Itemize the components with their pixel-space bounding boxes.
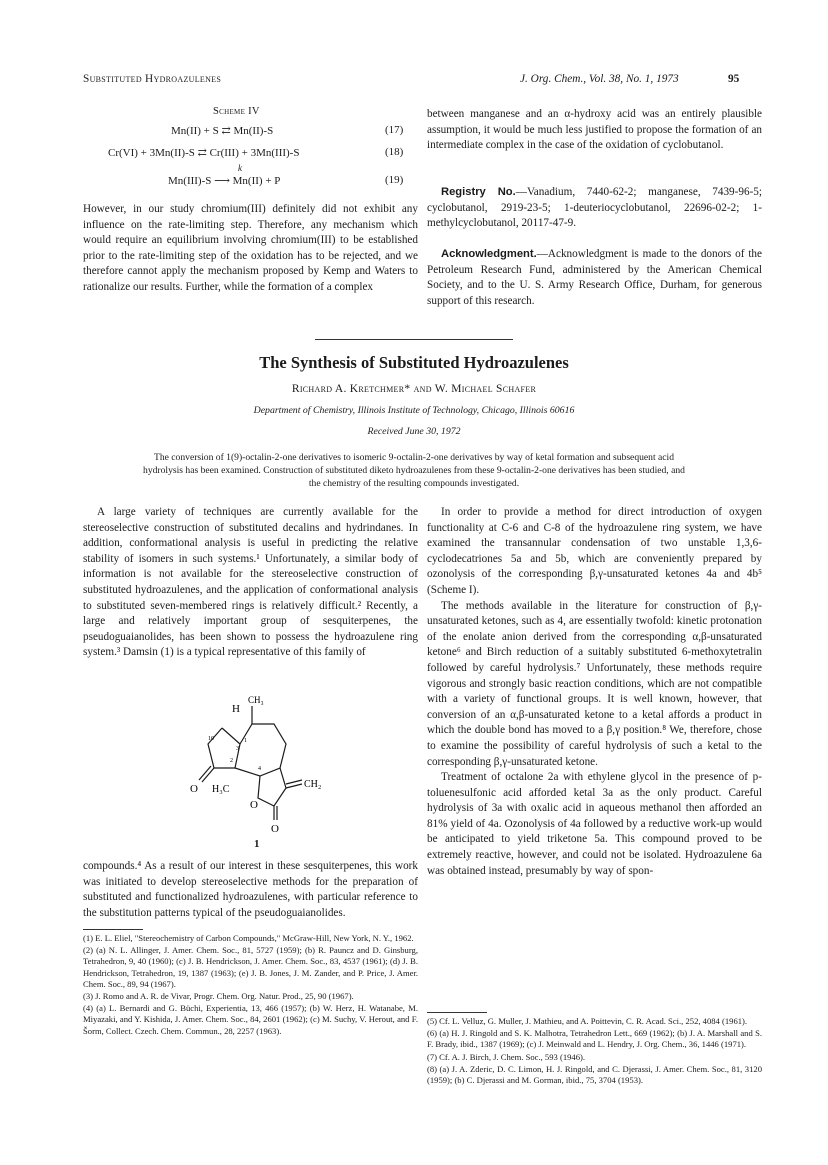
- equation-18: Cr(VI) + 3Mn(II)-S ⇄ Cr(III) + 3Mn(III)-S: [108, 147, 300, 159]
- body-right-paragraph-3: Treatment of octalone 2a with ethylene glycol in the presence of p-toluenesulfonic acid afforded ketal 3a as the only product. Careful hydrolysis of 3a with oxalic acid in aqueous methanol then afforded an 81% yield of 4a. Ozonolysis of 4a followed by a reductive work-up would be anticipated to yield triketone 5a. This compound proved to be extremely reactive, however, and could not be isolated. Hydroazulene 6a was obtained instead, presumably by way of spon-: [427, 771, 762, 877]
- equation-18-number: (18): [385, 146, 404, 158]
- equation-17: Mn(II) + S ⇄ Mn(II)-S: [171, 125, 274, 137]
- structure-locant-4: 4: [258, 766, 261, 772]
- footnotes-left: [83, 933, 418, 1038]
- footnote-5: (5) Cf. L. Velluz, G. Muller, J. Mathieu, and A. Poittevin, C. R. Acad. Sci., 252, 4084 (1961).: [427, 1016, 748, 1026]
- acknowledgment-label: Acknowledgment.: [441, 248, 537, 260]
- footnote-8: (8) (a) J. A. Zderic, D. C. Limon, H. J. Ringold, and C. Djerassi, J. Amer. Chem. Soc., 81, 3120 (1959); (b) C. Djerassi and M. Gorman, ibid., 75, 3704 (1953).: [427, 1063, 762, 1086]
- structure-atom-h: H: [232, 703, 240, 715]
- article-title: The Synthesis of Substituted Hydroazulenes: [259, 353, 569, 372]
- footnote-2: (2) (a) N. L. Allinger, J. Amer. Chem. Soc., 81, 5727 (1959); (b) R. Pauncz and D. Ginsburg, Tetrahedron, 9, 40 (1960); (c) J. B. Hendrickson, J. Amer. Chem. Soc., 83, 4537 (1961); (d) J. B. Hendrickson, Tetrahedron, 19, 1387 (1963); (e) J. B. Jones, J. M. Zander, and P. Price, J. Amer. Chem. Soc., 89, 94 (1967).: [83, 945, 418, 989]
- structure-locant-10: 10: [208, 736, 214, 742]
- scheme-title: Scheme IV: [213, 106, 260, 117]
- structure-atom-lactone-o: O: [271, 823, 279, 834]
- footnote-rule-left: [83, 929, 143, 930]
- article-received-date: Received June 30, 1972: [367, 426, 461, 437]
- structure-atom-ketone-o: O: [190, 783, 198, 795]
- body-right-paragraph-2: The methods available in the literature for construction of β,γ-unsaturated ketones, such as 4, are essentially twofold: kinetic protonation of the enolate anion derived from the corresponding α,β-unsaturated ketone⁶ and Birch reduction of a suitably substituted 6-methoxytetralin followed by careful hydrolysis.⁷ Unfortunately, these methods require vigorous and strongly basic reaction conditions, which are not compatible with a variety of functional groups. It is well known, however, that conversion of an α,β-unsaturated ketone to a ketal affords a product in which the double bond has moved to a β,γ position.⁸ We, therefore, chose to examine the possibility of careful hydrolysis of such a ketal to the corresponding β,γ-unsaturated ketone.: [427, 599, 762, 768]
- running-head-journal: J. Org. Chem., Vol. 38, No. 1, 1973: [520, 73, 679, 85]
- body-left-column-bottom: [83, 859, 418, 921]
- prev-right-paragraph: between manganese and an α-hydroxy acid was an entirely plausible assumption, it would be much less justified to propose the formation of an intermediate complex in the case of the oxidation of cyclobutanol.: [427, 108, 762, 152]
- structure-locant-3: 3: [236, 746, 239, 752]
- rate-constant-k: k: [238, 163, 242, 173]
- structure-atom-ch3: CH₃: [248, 695, 264, 705]
- registry-label: Registry No.: [441, 186, 516, 198]
- structure-atom-h3c: H₃C: [212, 784, 230, 795]
- footnote-4: (4) (a) L. Bernardi and G. Büchi, Experientia, 13, 466 (1957); (b) W. Herz, H. Watanabe, M. Miyazaki, and Y. Kishida, J. Amer. Chem. Soc., 84, 2601 (1962); (c) M. Suchy, V. Herout, and F. Šorm, Collect. Czech. Chem. Commun., 28, 2257 (1963).: [83, 1003, 418, 1036]
- previous-article-left-text: [83, 202, 418, 296]
- acknowledgment-text: —Acknowledgment is made to the donors of the Petroleum Research Fund, administered by the American Chemical Society, and to the U. S. Army Research Office, Durham, for generous support of this research.: [427, 248, 762, 307]
- structure-locant-2: 2: [230, 758, 233, 764]
- page-number: 95: [728, 73, 740, 85]
- footnote-rule-right: [427, 1012, 487, 1013]
- article-separator-rule: [315, 339, 513, 340]
- article-affiliation: Department of Chemistry, Illinois Institute of Technology, Chicago, Illinois 60616: [253, 405, 575, 416]
- body-left-paragraph-2: compounds.⁴ As a result of our interest in these sesquiterpenes, this work was initiated to develop stereoselective methods for the preparation of substituted and functionalized hydroazulenes, with particular reference to the substitution patterns typical of the pseudoguaianolides.: [83, 860, 418, 919]
- registry-text: —Vanadium, 7440-62-2; manganese, 7439-96-5; cyclobutanol, 2919-23-5; 1-deuteriocyclobutanol, 22696-02-2; 1-methylcyclobutanol, 20117-47-9.: [427, 186, 762, 230]
- footnote-3: (3) J. Romo and A. R. de Vivar, Progr. Chem. Org. Natur. Prod., 25, 90 (1967).: [83, 991, 354, 1002]
- body-left-column-top: [83, 505, 418, 661]
- previous-article-right-text: [427, 107, 762, 154]
- registry-numbers: [427, 185, 762, 232]
- prev-left-paragraph: However, in our study chromium(III) definitely did not exhibit any influence on the rate-limiting step. Therefore, any mechanism which would require an equilibrium involving chromium(III) to be established prior to the rate-limiting step of the oxidation has to be rejected, and we therefore cannot apply the mechanism proposed by Kemp and Waters to rationalize our results. Further, while the formation of a complex: [83, 203, 418, 293]
- body-left-paragraph-1: A large variety of techniques are currently available for the stereoselective construction of substituted decalins and hydrindanes. In addition, conformational analysis is useful in predicting the relative stability of isomers in such systems.¹ Unfortunately, a similar body of information is not available for the stereoselective construction of substituted hydroazulenes, and the application of conformational analysis to substituted seven-membered rings is relatively difficult.² Recently, a large and relatively important group of sesquiterpenes, the pseudoguaianolides, has been shown to possess the hydroazulene ring system.³ Damsin (1) is a typical representative of this family of: [83, 506, 418, 659]
- body-right-column: [427, 505, 762, 879]
- footnote-7: (7) Cf. A. J. Birch, J. Chem. Soc., 593 (1946).: [427, 1051, 586, 1062]
- body-right-paragraph-1: In order to provide a method for direct introduction of oxygen functionality at C-6 and C-8 of the hydroazulene ring system, we have examined the transannular condensation of two unstable 1,3,6-cyclodecatriones 5a and 5b, which are conveniently prepared by ozonolysis of the corresponding β,γ-unsaturated ketones 4a and 4b⁵ (Scheme I).: [427, 506, 762, 596]
- acknowledgment-section: [427, 247, 762, 309]
- footnote-1: (1) E. L. Eliel, "Stereochemistry of Carbon Compounds," McGraw-Hill, New York, N. Y., 1962.: [83, 933, 414, 943]
- equation-17-number: (17): [385, 124, 404, 136]
- article-abstract: The conversion of 1(9)-octalin-2-one derivatives to isomeric 9-octalin-2-one derivatives by way of ketal formation and subsequent acid hydrolysis has been examined. Construction of substituted diketo hydroazulenes from these 9-octalin-2-one derivatives has been studied, and the chemistry of the resulting compounds investigated.: [143, 452, 685, 489]
- structure-atom-ch2: CH₂: [304, 779, 322, 790]
- footnotes-right: [427, 1016, 762, 1087]
- running-head-title: Substituted Hydroazulenes: [83, 73, 222, 85]
- article-authors: Richard A. Kretchmer* and W. Michael Schafer: [291, 383, 537, 395]
- equation-19-number: (19): [385, 174, 404, 186]
- damsin-structure-diagram: [178, 686, 328, 834]
- structure-locant-1: 1: [244, 738, 247, 744]
- equation-19: Mn(III)-S ⟶ Mn(II) + P: [168, 175, 281, 187]
- footnote-6: (6) (a) H. J. Ringold and S. K. Malhotra, Tetrahedron Lett., 669 (1962); (b) J. A. Marshall and S. F. Brady, ibid., 1387 (1969); (c) J. Meinwald and L. Hendry, J. Org. Chem., 36, 1446 (1971).: [427, 1028, 762, 1050]
- structure-atom-ring-o: O: [250, 799, 258, 811]
- structure-compound-label: 1: [254, 838, 260, 850]
